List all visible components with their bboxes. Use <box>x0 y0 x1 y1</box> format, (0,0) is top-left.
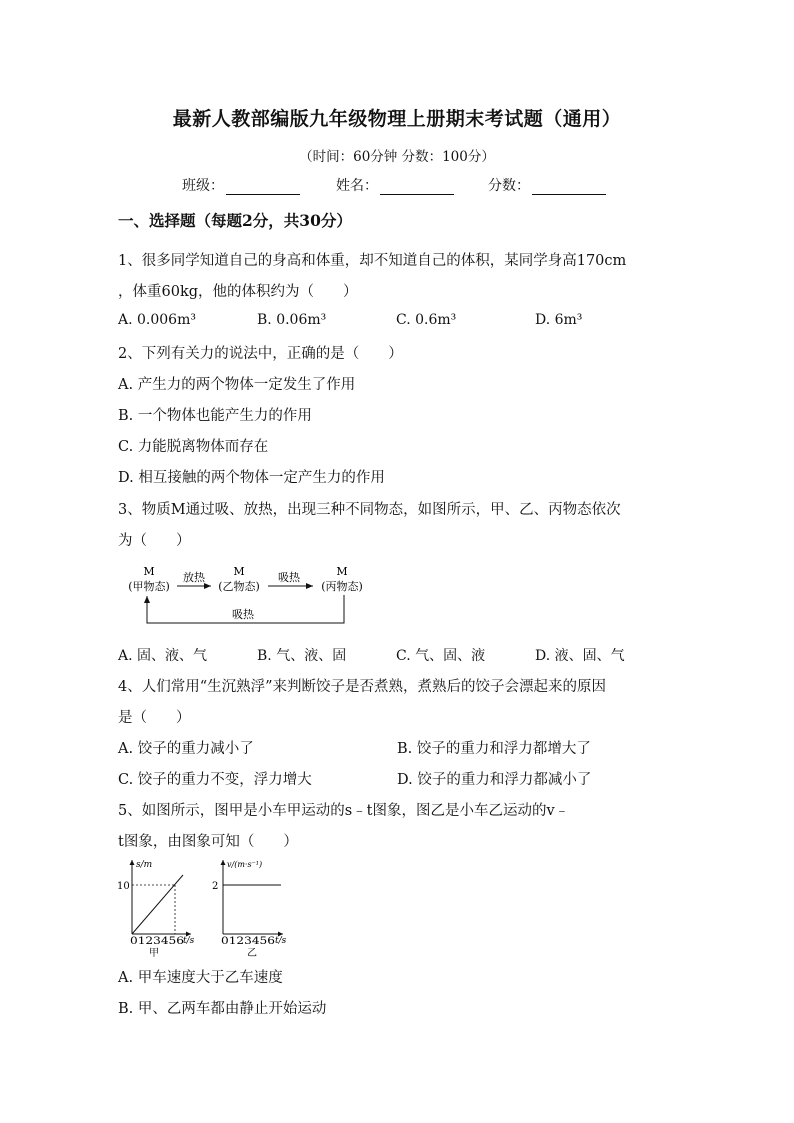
arrow-return-label: 吸热 <box>232 608 254 621</box>
q2-option-c: C. 力能脱离物体而存在 <box>118 439 269 455</box>
class-blank <box>226 180 300 195</box>
state-b-label: (乙物态) <box>218 580 260 593</box>
q3-option-d: D. 液、固、气 <box>535 648 625 664</box>
q4-stem-line2: 是（ ） <box>118 710 191 726</box>
q1-option-d: D. 6m³ <box>535 312 583 328</box>
score-label: 分数： <box>488 178 530 194</box>
q1-option-b: B. 0.06m³ <box>257 312 327 328</box>
graph-b-ylabel: v/(m·s⁻¹) <box>227 860 263 869</box>
q2-option-b: B. 一个物体也能产生力的作用 <box>118 408 312 424</box>
graph-b <box>212 860 287 959</box>
q1-option-c: C. 0.6m³ <box>396 312 457 328</box>
m-label-3: M <box>336 565 348 578</box>
graph-a <box>117 860 195 959</box>
q4-option-a: A. 饺子的重力减小了 <box>118 741 254 757</box>
section-heading: 一、选择题（每题2分，共30分） <box>118 211 352 230</box>
q2-stem: 2、下列有关力的说法中，正确的是（ ） <box>118 346 403 362</box>
score-blank <box>532 180 606 195</box>
name-field <box>336 175 454 195</box>
q5-option-a: A. 甲车速度大于乙车速度 <box>118 970 283 986</box>
class-field <box>182 175 300 195</box>
q1-stem-line2: ，体重60kg，他的体积约为（ ） <box>118 284 358 300</box>
state-a-label: (甲物态) <box>128 580 170 593</box>
graph-b-xlabel: t/s <box>275 936 287 946</box>
graph-a-xlabel: t/s <box>183 936 195 946</box>
q1-option-a: A. 0.006m³ <box>118 312 196 328</box>
q4-option-b: B. 饺子的重力和浮力都增大了 <box>397 741 591 757</box>
class-label: 班级： <box>182 178 224 194</box>
q2-option-d: D. 相互接触的两个物体一定产生力的作用 <box>118 470 385 486</box>
score-field <box>488 175 606 195</box>
q5-option-b: B. 甲、乙两车都由静止开始运动 <box>118 1001 327 1017</box>
name-blank <box>380 180 454 195</box>
graph-b-ytick: 2 <box>212 881 219 892</box>
graph-b-xticks: 0123456 <box>221 936 275 947</box>
q4-option-c: C. 饺子的重力不变，浮力增大 <box>118 772 312 788</box>
q3-option-b: B. 气、液、固 <box>257 648 347 664</box>
q3-option-a: A. 固、液、气 <box>118 648 208 664</box>
name-label: 姓名： <box>336 178 378 194</box>
q5-stem-line1: 5、如图所示，图甲是小车甲运动的s﹣t图象，图乙是小车乙运动的v﹣ <box>118 803 570 819</box>
graph-b-caption: 乙 <box>247 948 257 959</box>
q1-stem-line1: 1、很多同学知道自己的身高和体重，却不知道自己的体积，某同学身高170cm <box>118 253 627 269</box>
q3-stem-line2: 为（ ） <box>118 533 191 549</box>
exam-subtitle: （时间：60分钟 分数：100分） <box>299 149 495 165</box>
state-change-diagram <box>115 563 375 629</box>
q2-option-a: A. 产生力的两个物体一定发生了作用 <box>118 377 356 393</box>
motion-graphs <box>113 856 293 960</box>
m-label-2: M <box>233 565 245 578</box>
q4-stem-line1: 4、人们常用“生沉熟浮”来判断饺子是否煮熟，煮熟后的饺子会漂起来的原因 <box>118 679 607 695</box>
state-c-label: (丙物态) <box>321 580 363 593</box>
q3-stem-line1: 3、物质M通过吸、放热，出现三种不同物态，如图所示，甲、乙、丙物态依次 <box>118 502 621 518</box>
q4-option-d: D. 饺子的重力和浮力都减小了 <box>397 772 592 788</box>
exam-title: 最新人教部编版九年级物理上册期末考试题（通用） <box>172 108 622 130</box>
q3-option-c: C. 气、固、液 <box>396 648 486 664</box>
arrow-release-heat-label: 放热 <box>183 571 205 584</box>
m-label-1: M <box>143 565 155 578</box>
graph-a-ylabel: s/m <box>136 860 153 870</box>
graph-a-ytick: 10 <box>117 881 130 892</box>
graph-a-caption: 甲 <box>149 948 159 959</box>
arrow-absorb-heat-label: 吸热 <box>278 571 300 584</box>
graph-a-xticks: 0123456 <box>130 936 184 947</box>
q5-stem-line2: t图象，由图象可知（ ） <box>118 834 298 850</box>
